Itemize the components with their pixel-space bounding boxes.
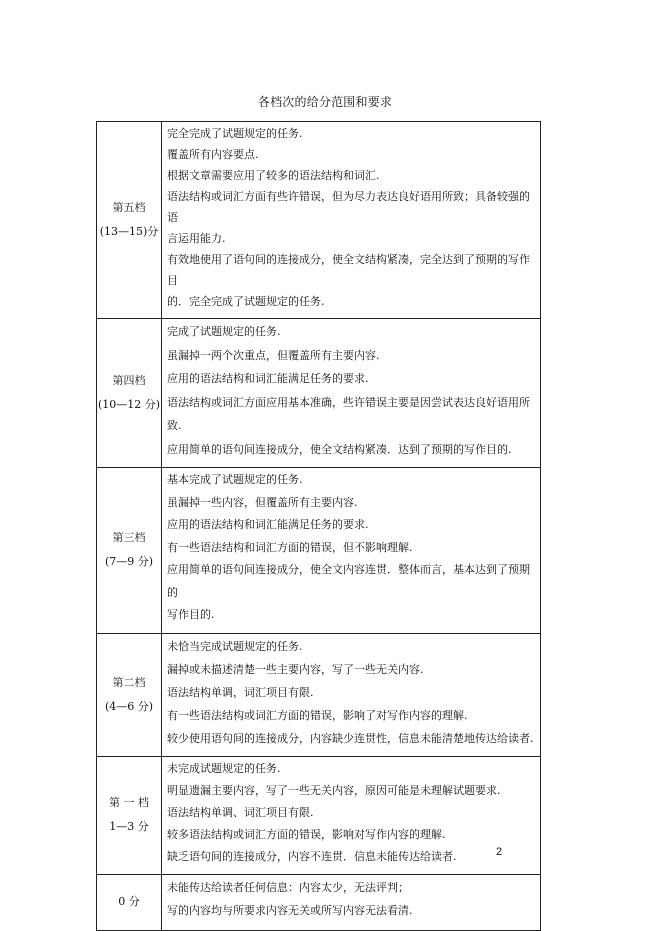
level-name: 第四档 bbox=[112, 374, 146, 387]
level-cell bbox=[97, 874, 162, 930]
criteria-line: 虽漏掉一些内容，但覆盖所有主要内容. bbox=[167, 495, 358, 509]
table-row bbox=[97, 319, 541, 468]
criteria-line: 完成了试题规定的任务. bbox=[167, 325, 281, 338]
criteria-cell bbox=[162, 874, 541, 930]
criteria-line: 根据文章需要应用了较多的语法结构和词汇. bbox=[167, 169, 380, 182]
table-row bbox=[97, 468, 541, 634]
criteria-cell bbox=[162, 468, 541, 634]
criteria-line: 应用简单的语句间连接成分，使全文结构紧凑．达到了预期的写作目的. bbox=[167, 442, 512, 456]
level-range: (7—9 分) bbox=[104, 555, 154, 569]
criteria-line: 语法结构或词汇方面有些许错误，但为尽力表达良好语用所致；具备较强的语 bbox=[167, 190, 530, 224]
criteria-line: 写的内容均与所要求内容无关或所写内容无法看清. bbox=[167, 903, 413, 917]
table-row bbox=[97, 633, 541, 756]
level-range: (13—15)分 bbox=[99, 225, 159, 238]
level-name: 第二档 bbox=[112, 675, 146, 689]
level-name: 第 一 档 bbox=[109, 796, 149, 809]
criteria-cell bbox=[162, 756, 541, 874]
criteria-line: 言运用能力. bbox=[167, 232, 226, 245]
level-range: (10—12 分) bbox=[97, 398, 161, 411]
criteria-cell bbox=[162, 319, 541, 468]
level-name: 0 分 bbox=[118, 895, 140, 908]
criteria-line: 语法结构单调、词汇项目有限. bbox=[167, 805, 314, 819]
level-range: (4—6 分) bbox=[104, 699, 154, 713]
level-name: 第三档 bbox=[112, 531, 146, 545]
level-cell bbox=[97, 633, 162, 756]
criteria-line: 较多语法结构或词汇方面的错误，影响对写作内容的理解. bbox=[167, 827, 446, 841]
criteria-line: 较少使用语句间的连接成分，内容缺少连贯性，信息未能清楚地传达给读者. bbox=[167, 731, 534, 745]
table-row bbox=[97, 122, 541, 319]
criteria-line: 应用简单的语句间连接成分，使全文内容连贯．整体而言，基本达到了预期的 bbox=[167, 563, 530, 599]
table-row bbox=[97, 756, 541, 874]
criteria-line: 有一些语法结构和词汇方面的错误，但不影响理解. bbox=[167, 540, 413, 554]
criteria-line: 基本完成了试题规定的任务. bbox=[167, 473, 303, 486]
criteria-cell bbox=[162, 633, 541, 756]
level-cell bbox=[97, 756, 162, 874]
page-number: 2 bbox=[496, 846, 503, 858]
criteria-line: 虽漏掉一两个次重点，但覆盖所有主要内容. bbox=[167, 348, 380, 362]
level-cell bbox=[97, 468, 162, 634]
table-row bbox=[97, 874, 541, 930]
criteria-line: 完全完成了试题规定的任务. bbox=[167, 127, 303, 140]
page-title: 各档次的给分范围和要求 bbox=[257, 95, 393, 109]
criteria-line: 未恰当完成试题规定的任务. bbox=[167, 639, 303, 653]
level-cell bbox=[97, 122, 162, 319]
criteria-cell bbox=[162, 122, 541, 319]
criteria-line: 覆盖所有内容要点. bbox=[167, 148, 259, 161]
criteria-line: 应用的语法结构和词汇能满足任务的要求. bbox=[167, 372, 369, 385]
level-cell bbox=[97, 319, 162, 468]
level-name: 第五档 bbox=[112, 201, 146, 214]
scoring-table bbox=[96, 121, 541, 931]
criteria-line: 语法结构单调，词汇项目有限. bbox=[167, 685, 314, 699]
criteria-line: 语法结构或词汇方面应用基本准确，些许错误主要是因尝试表达良好语用所致. bbox=[167, 395, 530, 432]
level-range: 1—3 分 bbox=[109, 820, 149, 833]
criteria-line: 写作目的. bbox=[167, 608, 215, 621]
criteria-line: 漏掉或未描述清楚一些主要内容，写了一些无关内容. bbox=[167, 662, 424, 676]
criteria-line: 未能传达给读者任何信息：内容太少，无法评判； bbox=[167, 880, 409, 894]
criteria-line: 应用的语法结构和词汇能满足任务的要求. bbox=[167, 518, 369, 531]
criteria-line: 明显遗漏主要内容，写了一些无关内容，原因可能是未理解试题要求. bbox=[167, 783, 501, 797]
criteria-line: 有一些语法结构或词汇方面的错误，影响了对写作内容的理解. bbox=[167, 708, 468, 722]
criteria-line: 有效地使用了语句间的连接成分，使全文结构紧凑，完全达到了预期的写作目 bbox=[167, 253, 530, 287]
criteria-line: 的．完全完成了试题规定的任务. bbox=[167, 295, 325, 308]
criteria-line: 缺乏语句间的连接成分，内容不连贯．信息未能传达给读者. bbox=[167, 849, 457, 863]
criteria-line: 未完成试题规定的任务. bbox=[167, 761, 281, 775]
